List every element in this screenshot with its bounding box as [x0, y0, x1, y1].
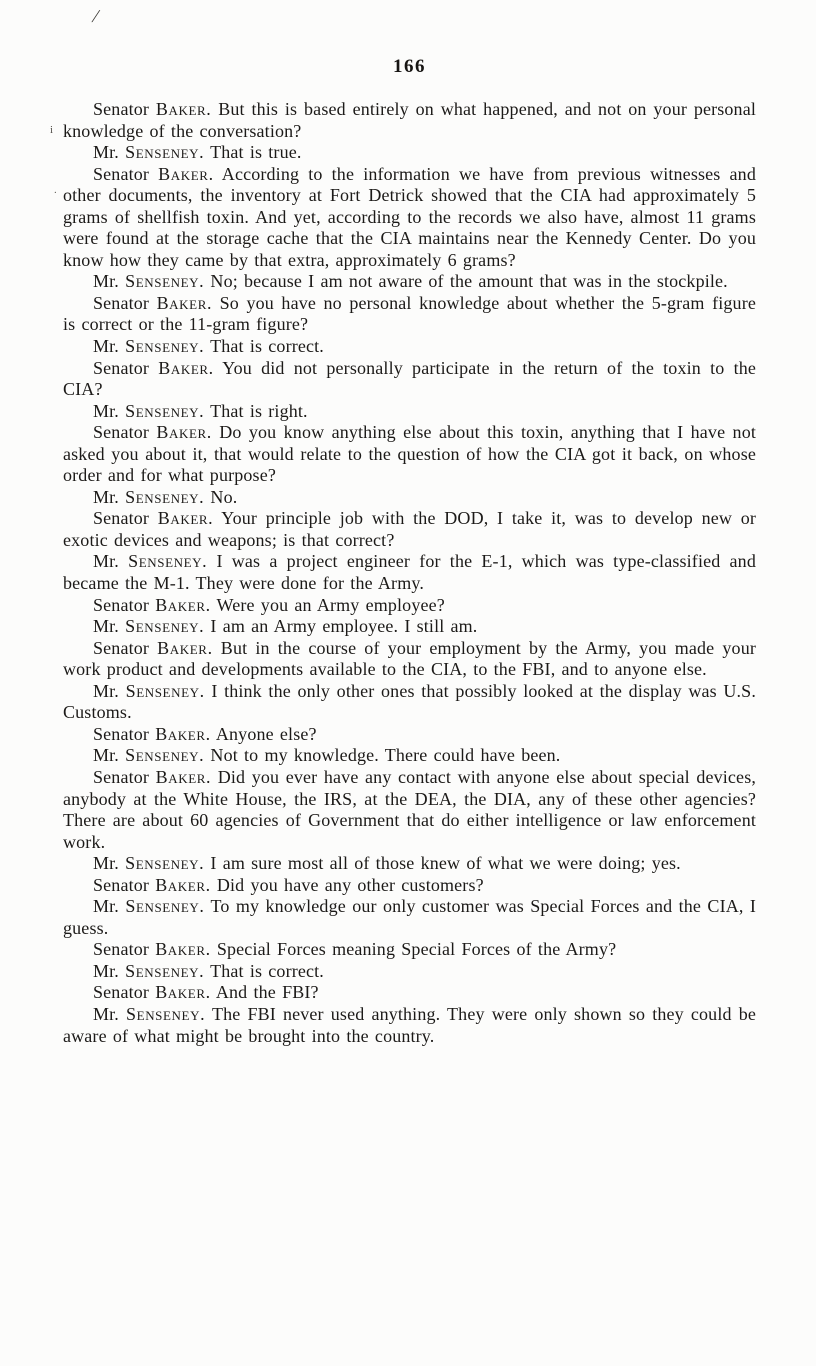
transcript-paragraph	[63, 982, 756, 1004]
scan-artifact-dot: .	[54, 184, 57, 196]
speaker-prefix: Mr.	[93, 1003, 119, 1024]
transcript-paragraph	[63, 293, 756, 336]
transcript-paragraph	[63, 616, 756, 638]
speech-text: Anyone else?	[215, 723, 317, 744]
speaker-name: Baker.	[158, 357, 214, 378]
speaker-prefix: Senator	[93, 292, 150, 313]
speech-text: Did you ever have any contact with anyone else about special devices, anybody at the White House, the IRS, at the DEA, the DIA, any of these other agencies? There are about 60 agencies of Government that do either intelligence or law enforcement work.	[63, 766, 756, 852]
speaker-prefix: Mr.	[93, 896, 119, 917]
transcript-paragraph	[63, 271, 756, 293]
speaker-name: Senseney.	[125, 960, 205, 981]
speaker-prefix: Senator	[93, 163, 150, 184]
speech-text: So you have no personal knowledge about whether the 5-gram figure is correct or the 11-gram figure?	[63, 292, 756, 335]
speaker-name: Baker.	[155, 874, 211, 895]
speaker-name: Senseney.	[125, 745, 205, 766]
transcript-paragraph	[63, 487, 756, 509]
speech-text: I was a project engineer for the E-1, which was type-classified and became the M-1. They were done for the Army.	[63, 551, 756, 594]
speaker-name: Senseney.	[125, 271, 205, 292]
speech-text: Did you have any other customers?	[216, 874, 484, 895]
speaker-prefix: Senator	[93, 874, 150, 895]
transcript-paragraph	[63, 875, 756, 897]
speaker-prefix: Senator	[93, 637, 150, 658]
speaker-name: Baker.	[155, 939, 211, 960]
speaker-name: Senseney.	[125, 616, 205, 637]
transcript-paragraph	[63, 638, 756, 681]
transcript-paragraph	[63, 1004, 756, 1047]
transcript-paragraph	[63, 551, 756, 594]
page-number: 166	[393, 56, 426, 77]
transcript-paragraph	[63, 961, 756, 983]
speaker-prefix: Mr.	[93, 551, 119, 572]
speech-text: Not to my knowledge. There could have been.	[210, 745, 561, 766]
speaker-name: Baker.	[158, 163, 214, 184]
transcript-paragraph	[63, 896, 756, 939]
transcript-paragraph	[63, 767, 756, 853]
speaker-name: Senseney.	[125, 142, 205, 163]
transcript-paragraph	[63, 745, 756, 767]
speaker-prefix: Mr.	[93, 400, 119, 421]
speaker-name: Senseney.	[128, 551, 208, 572]
speaker-name: Senseney.	[125, 680, 205, 701]
transcript-paragraph	[63, 422, 756, 487]
speech-text: And the FBI?	[215, 982, 319, 1003]
transcript-paragraph	[63, 853, 756, 875]
speaker-name: Senseney.	[125, 336, 205, 357]
speech-text: Your principle job with the DOD, I take it, was to develop new or exotic devices and weapons; is that correct?	[63, 508, 756, 550]
speaker-prefix: Mr.	[93, 486, 119, 507]
transcript-body	[63, 99, 756, 1047]
transcript-paragraph	[63, 681, 756, 724]
speaker-name: Senseney.	[125, 486, 205, 507]
speaker-prefix: Senator	[93, 982, 150, 1003]
speaker-prefix: Senator	[93, 766, 150, 787]
speech-text: That is true.	[210, 142, 302, 163]
speaker-name: Baker.	[157, 508, 214, 529]
speaker-prefix: Mr.	[93, 271, 119, 292]
speaker-name: Baker.	[157, 637, 213, 658]
speech-text: You did not personally participate in the return of the toxin to the CIA?	[63, 357, 757, 400]
speaker-prefix: Senator	[93, 422, 150, 443]
speech-text: No.	[210, 486, 238, 507]
speech-text: No; because I am not aware of the amount that was in the stockpile.	[210, 271, 728, 292]
transcript-paragraph	[63, 99, 756, 142]
speaker-prefix: Mr.	[93, 853, 119, 874]
speaker-name: Baker.	[155, 723, 211, 744]
transcript-paragraph	[63, 401, 756, 423]
speaker-prefix: Senator	[93, 594, 150, 615]
transcript-paragraph	[63, 508, 756, 551]
speaker-name: Baker.	[155, 99, 212, 119]
speaker-name: Baker.	[156, 422, 212, 443]
speaker-name: Senseney.	[125, 400, 205, 421]
speaker-prefix: Senator	[93, 723, 150, 744]
speaker-name: Senseney.	[125, 896, 205, 917]
scan-artifact-tick: i	[50, 124, 54, 136]
speaker-prefix: Mr.	[93, 680, 119, 701]
speech-text: Were you an Army employee?	[216, 594, 445, 615]
speaker-prefix: Mr.	[93, 745, 119, 766]
speech-text: But in the course of your employment by the Army, you made your work product and developments available to the CIA, to the FBI, and to anyone else.	[63, 637, 757, 680]
speaker-name: Baker.	[155, 982, 211, 1003]
speaker-prefix: Mr.	[93, 616, 119, 637]
speech-text: That is correct.	[210, 960, 324, 981]
speaker-prefix: Senator	[93, 357, 150, 378]
transcript-paragraph	[63, 164, 756, 272]
speech-text: I am an Army employee. I still am.	[210, 616, 478, 637]
transcript-paragraph	[63, 724, 756, 746]
transcript-paragraph	[63, 595, 756, 617]
speech-text: But this is based entirely on what happened, and not on your personal knowledge of the conversation?	[63, 99, 757, 141]
speaker-prefix: Senator	[93, 508, 150, 529]
speaker-name: Senseney.	[126, 1003, 206, 1024]
speech-text: To my knowledge our only customer was Special Forces and the CIA, I guess.	[63, 896, 757, 938]
speech-text: I am sure most all of those knew of what we were doing; yes.	[210, 853, 681, 874]
speech-text: That is right.	[210, 400, 308, 421]
transcript-paragraph	[63, 939, 756, 961]
speech-text: That is correct.	[210, 336, 324, 357]
scan-artifact-slash: /	[91, 6, 100, 26]
transcript-paragraph	[63, 336, 756, 358]
speech-text: Special Forces meaning Special Forces of the Army?	[216, 939, 617, 960]
speaker-name: Baker.	[156, 292, 213, 313]
speech-text: According to the information we have from previous witnesses and other documents, the inventory at Fort Detrick showed that the CIA had approximately 5 grams of shellfish toxin. And yet, according to the records we also have, almost 11 grams were found at the storage cache that the CIA maintains near the Kennedy Center. Do you know how they came by that extra, approximately 6 grams?	[63, 163, 756, 270]
speaker-prefix: Mr.	[93, 336, 119, 357]
transcript-paragraph	[63, 358, 756, 401]
transcript-paragraph	[63, 142, 756, 164]
speaker-name: Senseney.	[125, 853, 205, 874]
speech-text: I think the only other ones that possibly looked at the display was U.S. Customs.	[63, 680, 756, 723]
speaker-name: Baker.	[155, 594, 211, 615]
speaker-prefix: Mr.	[93, 142, 119, 163]
speech-text: The FBI never used anything. They were only shown so they could be aware of what might be brought into the country.	[63, 1003, 756, 1046]
speaker-prefix: Senator	[93, 99, 150, 119]
speaker-prefix: Senator	[93, 939, 150, 960]
speech-text: Do you know anything else about this toxin, anything that I have not asked you about it, that would relate to the question of how the CIA got it back, on whose order and for what purpose?	[63, 422, 757, 486]
speaker-name: Baker.	[155, 766, 212, 787]
speaker-prefix: Mr.	[93, 960, 119, 981]
